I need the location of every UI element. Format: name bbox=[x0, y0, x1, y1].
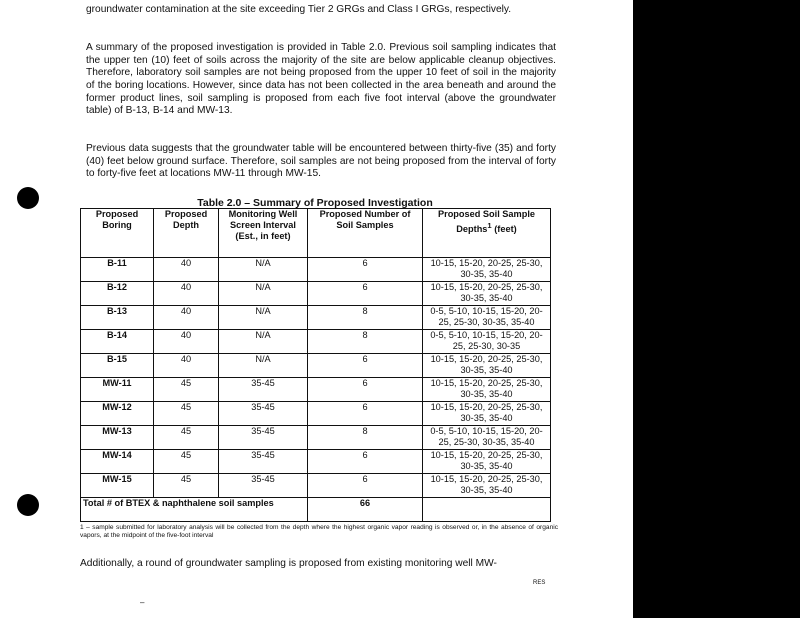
cell-depth: 40 bbox=[154, 258, 219, 282]
table-row bbox=[81, 450, 551, 474]
cell-screen: 35-45 bbox=[219, 474, 308, 498]
cell-screen: N/A bbox=[219, 282, 308, 306]
cell-num: 6 bbox=[308, 378, 423, 402]
cell-screen: N/A bbox=[219, 258, 308, 282]
cell-depth: 40 bbox=[154, 330, 219, 354]
cell-depth: 40 bbox=[154, 282, 219, 306]
cell-screen: N/A bbox=[219, 330, 308, 354]
cell-boring: B-12 bbox=[81, 282, 154, 306]
table-header-row bbox=[81, 209, 551, 258]
cell-num: 6 bbox=[308, 282, 423, 306]
total-value: 66 bbox=[308, 498, 423, 522]
table-row bbox=[81, 474, 551, 498]
cell-depths: 10-15, 15-20, 20-25, 25-30, 30-35, 35-40 bbox=[423, 378, 551, 402]
cell-num: 8 bbox=[308, 306, 423, 330]
cell-boring: MW-12 bbox=[81, 402, 154, 426]
cell-depths: 10-15, 15-20, 20-25, 25-30, 30-35, 35-40 bbox=[423, 354, 551, 378]
dash-mark: – bbox=[140, 598, 145, 607]
table-row bbox=[81, 426, 551, 450]
cell-screen: N/A bbox=[219, 354, 308, 378]
table-row bbox=[81, 354, 551, 378]
header-sample-depths-unit: (feet) bbox=[494, 224, 517, 235]
cell-num: 8 bbox=[308, 426, 423, 450]
cell-depth: 45 bbox=[154, 450, 219, 474]
cell-num: 6 bbox=[308, 474, 423, 498]
cell-screen: N/A bbox=[219, 306, 308, 330]
cell-screen: 35-45 bbox=[219, 426, 308, 450]
header-screen-interval: Monitoring Well Screen Interval (Est., in feet) bbox=[219, 209, 308, 258]
footnote-ref: 1 bbox=[487, 221, 492, 230]
header-number-samples: Proposed Number of Soil Samples bbox=[308, 209, 423, 258]
cell-depth: 45 bbox=[154, 426, 219, 450]
cell-screen: 35-45 bbox=[219, 402, 308, 426]
cell-depth: 45 bbox=[154, 402, 219, 426]
cell-screen: 35-45 bbox=[219, 378, 308, 402]
cell-boring: MW-15 bbox=[81, 474, 154, 498]
cell-depths: 10-15, 15-20, 20-25, 25-30, 30-35, 35-40 bbox=[423, 402, 551, 426]
table-row bbox=[81, 330, 551, 354]
header-boring: Proposed Boring bbox=[81, 209, 154, 258]
table-title: Table 2.0 – Summary of Proposed Investigation bbox=[197, 197, 433, 209]
header-sample-depths bbox=[423, 209, 551, 258]
cell-boring: B-15 bbox=[81, 354, 154, 378]
header-depth: Proposed Depth bbox=[154, 209, 219, 258]
table-footnote: 1 – sample submitted for laboratory analysis will be collected from the depth where the highest organic vapor reading is observed or, in the absence of organic vapors, at the midpoint of the five-foot interval bbox=[80, 523, 558, 540]
cell-depths: 10-15, 15-20, 20-25, 25-30, 30-35, 35-40 bbox=[423, 474, 551, 498]
cell-boring: B-11 bbox=[81, 258, 154, 282]
cell-num: 6 bbox=[308, 402, 423, 426]
table-row bbox=[81, 306, 551, 330]
cell-screen: 35-45 bbox=[219, 450, 308, 474]
paragraph-summary: A summary of the proposed investigation is provided in Table 2.0. Previous soil sampling indicates that the upper ten (10) feet of soils across the majority of the site are below applicable cleanup objectives. Therefore, laboratory soil samples are not being proposed from the upper 10 feet of soil in the majority of the boring locations. However, since data has not been collected in the area beneath and around the former product lines, soil sampling is proposed from each five foot interval (above the groundwater table) of B-13, B-14 and MW-13. bbox=[86, 42, 556, 117]
cell-depth: 45 bbox=[154, 378, 219, 402]
cell-depth: 40 bbox=[154, 354, 219, 378]
cell-num: 8 bbox=[308, 330, 423, 354]
cell-boring: MW-14 bbox=[81, 450, 154, 474]
cell-depth: 45 bbox=[154, 474, 219, 498]
cell-boring: B-13 bbox=[81, 306, 154, 330]
header-sample-depths-label: Proposed Soil Sample Depths bbox=[437, 209, 535, 235]
cell-num: 6 bbox=[308, 450, 423, 474]
table-total-row bbox=[81, 498, 551, 522]
summary-table bbox=[80, 208, 551, 522]
cell-depths: 0-5, 5-10, 10-15, 15-20, 20-25, 25-30, 30-35 bbox=[423, 330, 551, 354]
cell-depths: 0-5, 5-10, 10-15, 15-20, 20-25, 25-30, 30-35, 35-40 bbox=[423, 306, 551, 330]
table-row bbox=[81, 258, 551, 282]
page-mark: RES bbox=[533, 580, 546, 586]
binder-hole-top bbox=[17, 187, 39, 209]
table-row bbox=[81, 402, 551, 426]
cell-num: 6 bbox=[308, 258, 423, 282]
cell-depths: 10-15, 15-20, 20-25, 25-30, 30-35, 35-40 bbox=[423, 450, 551, 474]
cell-depths: 10-15, 15-20, 20-25, 25-30, 30-35, 35-40 bbox=[423, 258, 551, 282]
table-row bbox=[81, 282, 551, 306]
paragraph-previous-data: Previous data suggests that the groundwater table will be encountered between thirty-five (35) and forty (40) feet below ground surface. Therefore, soil samples are not being proposed from the interval of forty to forty-five feet at locations MW-11 through MW-15. bbox=[86, 143, 556, 180]
paragraph-top-fragment: groundwater contamination at the site exceeding Tier 2 GRGs and Class I GRGs, respectively. bbox=[86, 4, 512, 16]
cell-depth: 40 bbox=[154, 306, 219, 330]
total-empty-cell bbox=[423, 498, 551, 522]
cell-depths: 0-5, 5-10, 10-15, 15-20, 20-25, 25-30, 30-35, 35-40 bbox=[423, 426, 551, 450]
table-row bbox=[81, 378, 551, 402]
cell-boring: B-14 bbox=[81, 330, 154, 354]
cell-num: 6 bbox=[308, 354, 423, 378]
cell-boring: MW-11 bbox=[81, 378, 154, 402]
binder-hole-bottom bbox=[17, 494, 39, 516]
cell-depths: 10-15, 15-20, 20-25, 25-30, 30-35, 35-40 bbox=[423, 282, 551, 306]
scan-background bbox=[633, 0, 800, 618]
cell-boring: MW-13 bbox=[81, 426, 154, 450]
paragraph-additional: Additionally, a round of groundwater sampling is proposed from existing monitoring well MW- bbox=[80, 558, 497, 570]
total-label: Total # of BTEX & naphthalene soil samples bbox=[81, 498, 308, 522]
